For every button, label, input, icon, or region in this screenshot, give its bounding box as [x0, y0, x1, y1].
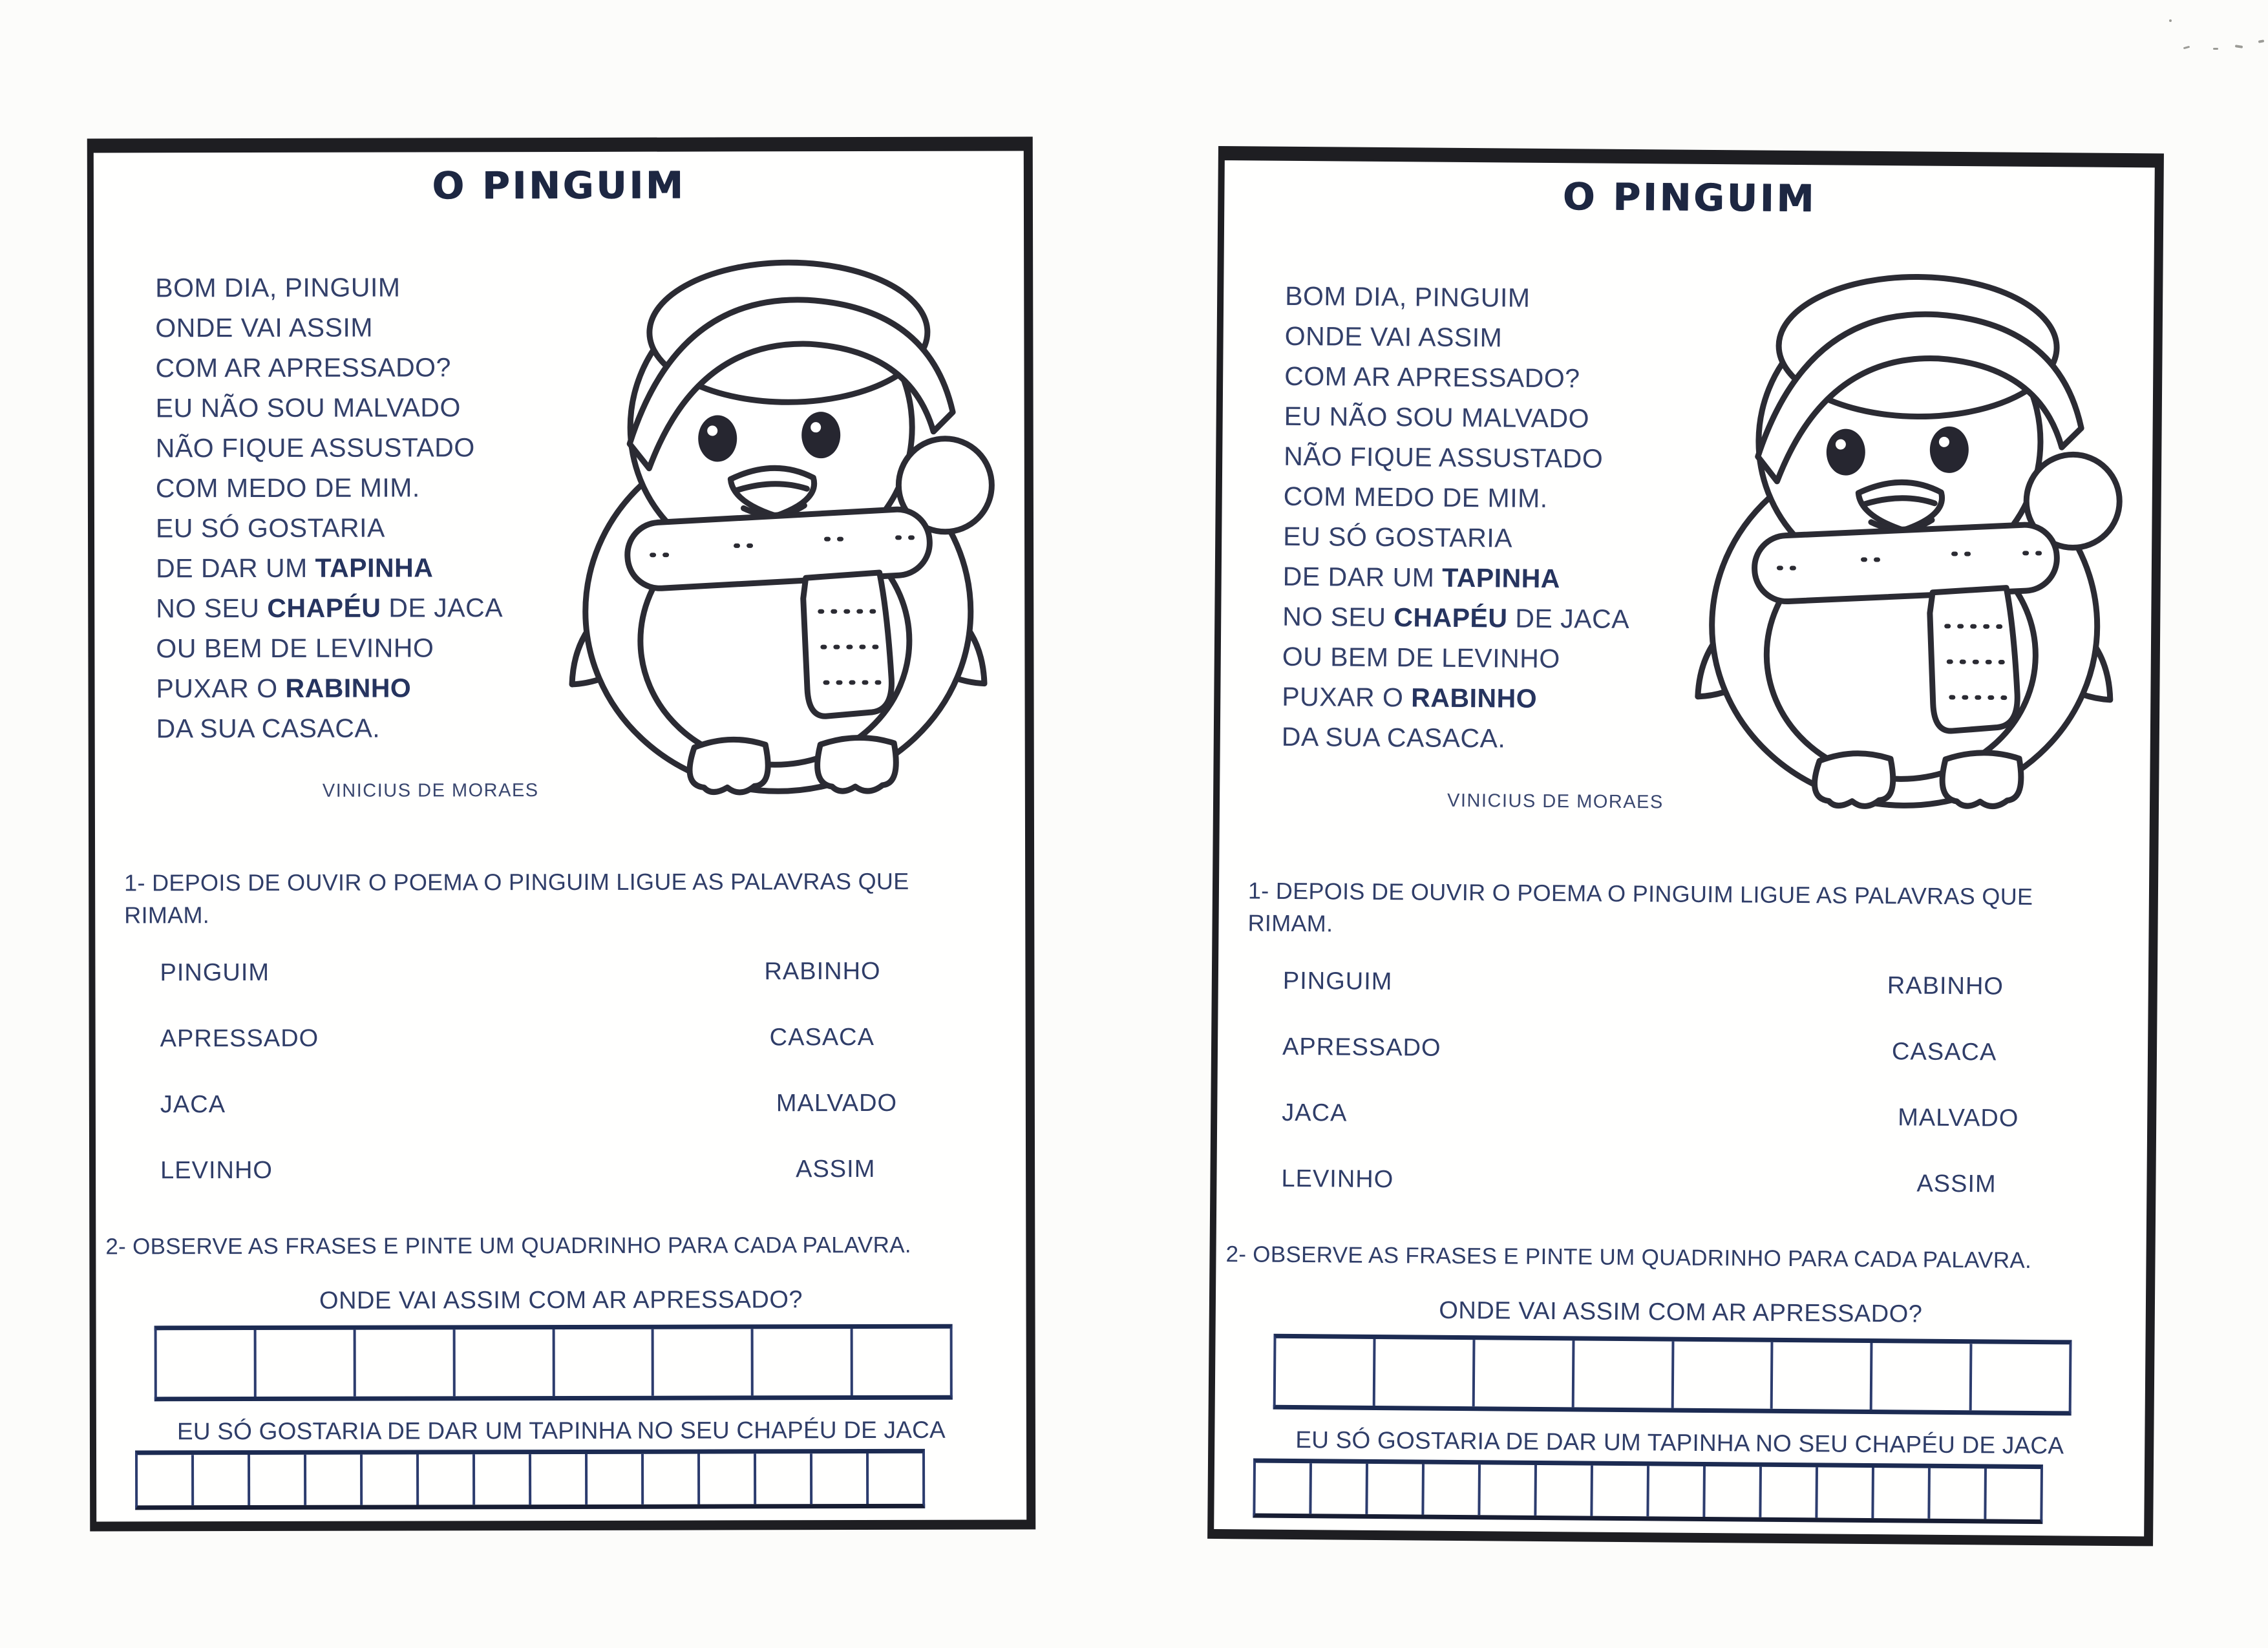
poem-line: COM MEDO DE MIM.	[155, 472, 420, 503]
word-count-box	[256, 1330, 355, 1397]
exercise2-sentence-1: ONDE VAI ASSIM COM AR APRESSADO?	[319, 1286, 803, 1315]
poem-line: EU NÃO SOU MALVADO	[1284, 401, 1590, 434]
poem-line: PUXAR O RABINHO	[1282, 681, 1538, 713]
word-count-box	[1874, 1468, 1931, 1519]
poem-line: NO SEU CHAPÉU DE JACA	[1282, 601, 1630, 635]
word-count-box	[1818, 1467, 1874, 1518]
word-count-box	[1593, 1466, 1649, 1517]
rhyme-word: MALVADO	[1898, 1104, 2019, 1132]
word-count-box	[869, 1453, 922, 1504]
penguin-left-eye	[1827, 428, 1866, 475]
scan-speck	[2183, 46, 2190, 49]
word-count-box	[1872, 1343, 1973, 1410]
word-count-box	[194, 1455, 250, 1505]
poem	[155, 267, 503, 748]
exercise2-sentence-2: EU SÓ GOSTARIA DE DAR UM TAPINHA NO SEU CHAPÉU DE JACA	[176, 1416, 946, 1445]
scan-speck	[2258, 39, 2265, 43]
word-count-box	[1930, 1468, 1987, 1519]
rhyme-word: CASACA	[769, 1023, 874, 1051]
word-count-box	[531, 1454, 588, 1505]
word-count-box	[555, 1329, 654, 1396]
word-count-box	[1972, 1344, 2070, 1411]
rhyme-words-left-column	[1281, 967, 1442, 1232]
page-title: O PINGUIM	[432, 163, 686, 208]
word-count-box	[475, 1454, 531, 1505]
poem-line: NÃO FIQUE ASSUSTADO	[155, 432, 475, 463]
poem-line: EU SÓ GOSTARIA	[1283, 521, 1513, 553]
poem-line: EU NÃO SOU MALVADO	[155, 392, 461, 423]
exercise2-sentence-2: EU SÓ GOSTARIA DE DAR UM TAPINHA NO SEU CHAPÉU DE JACA	[1295, 1426, 2064, 1459]
word-count-box	[654, 1329, 754, 1395]
word-count-box	[1375, 1339, 1476, 1406]
word-count-box	[1574, 1340, 1674, 1408]
poem-line: PUXAR O RABINHO	[156, 673, 412, 704]
poem-line: BOM DIA, PINGUIM	[155, 272, 401, 303]
penguin-scarf-end	[1929, 587, 2018, 732]
word-count-box-row-1	[1273, 1334, 2072, 1416]
poem-line: DE DAR UM TAPINHA	[1282, 561, 1561, 594]
poem-line: NÃO FIQUE ASSUSTADO	[1284, 441, 1604, 474]
poem-line: OU BEM DE LEVINHO	[156, 633, 434, 664]
poem-line: DA SUA CASACA.	[1281, 721, 1506, 754]
word-count-box	[455, 1329, 555, 1396]
rhyme-word: CASACA	[1891, 1038, 1997, 1066]
worksheet-panel-right	[1207, 146, 2164, 1546]
word-count-box	[1705, 1466, 1762, 1517]
word-count-box	[138, 1455, 194, 1505]
penguin-drawing	[546, 224, 1010, 799]
page-title: O PINGUIM	[1562, 174, 1817, 221]
rhyme-words-right-column	[764, 958, 897, 1221]
exercise2-sentence-1: ONDE VAI ASSIM COM AR APRESSADO?	[1439, 1296, 1923, 1328]
word-count-box	[644, 1454, 700, 1505]
word-count-box	[1424, 1464, 1481, 1516]
poem-line: EU SÓ GOSTARIA	[155, 512, 385, 544]
word-count-box	[756, 1453, 812, 1504]
word-count-box	[754, 1329, 853, 1395]
word-count-box	[1986, 1468, 2040, 1519]
rhyme-word: MALVADO	[776, 1089, 898, 1117]
rhyme-word: ASSIM	[796, 1155, 876, 1183]
penguin-right-eye	[1930, 427, 1969, 473]
rhyme-word: APRESSADO	[160, 1024, 319, 1053]
word-count-box	[1368, 1464, 1425, 1515]
word-count-box	[419, 1454, 475, 1505]
penguin-left-eye-glint	[707, 425, 717, 436]
word-count-box-row-2	[1253, 1458, 2043, 1524]
penguin-left-eye-glint	[1836, 439, 1846, 450]
penguin-right-eye	[801, 412, 840, 458]
penguin-drawing	[1672, 237, 2139, 816]
word-count-box	[1773, 1342, 1873, 1410]
penguin-illustration	[1672, 237, 2139, 816]
word-count-box	[812, 1453, 869, 1504]
word-count-box	[306, 1455, 363, 1505]
scan-speck	[2213, 48, 2218, 50]
rhyme-word: RABINHO	[1887, 972, 2004, 1000]
word-count-box	[700, 1453, 756, 1504]
poem-author: VINICIUS DE MORAES	[322, 780, 539, 801]
word-count-box	[1649, 1466, 1706, 1517]
rhyme-word: PINGUIM	[1282, 967, 1393, 996]
word-count-box	[1311, 1463, 1368, 1514]
poem-line: ONDE VAI ASSIM	[1284, 321, 1503, 353]
word-count-box	[1673, 1342, 1774, 1409]
word-count-box	[1255, 1463, 1312, 1514]
penguin-right-eye-glint	[1939, 437, 1949, 447]
penguin-left-eye	[698, 415, 737, 461]
rhyme-word: JACA	[1282, 1099, 1348, 1127]
penguin-right-eye-glint	[811, 422, 821, 432]
poem-line: ONDE VAI ASSIM	[155, 312, 374, 343]
rhyme-word: RABINHO	[764, 957, 881, 986]
poem-line: NO SEU CHAPÉU DE JACA	[156, 593, 503, 624]
word-count-box	[157, 1330, 257, 1397]
penguin-right-foot	[818, 737, 896, 791]
penguin-left-foot	[1814, 753, 1893, 807]
word-count-box	[355, 1329, 455, 1396]
word-count-box	[853, 1329, 950, 1395]
penguin-scarf-end	[803, 573, 892, 716]
word-count-box-row-1	[154, 1324, 953, 1402]
word-count-box	[588, 1454, 644, 1505]
poem-line: COM AR APRESSADO?	[155, 352, 451, 383]
poem-line: DE DAR UM TAPINHA	[156, 553, 434, 584]
penguin-right-foot	[1942, 752, 2021, 807]
penguin-left-foot	[690, 739, 768, 792]
exercise1-instruction: 1- DEPOIS DE OUVIR O POEMA O PINGUIM LIGUE AS PALAVRAS QUE RIMAM.	[124, 867, 909, 929]
poem-line: BOM DIA, PINGUIM	[1285, 280, 1531, 313]
poem-line: COM AR APRESSADO?	[1284, 361, 1580, 394]
rhyme-word: APRESSADO	[1282, 1033, 1441, 1062]
rhyme-words-right-column	[1885, 972, 2020, 1237]
poem-line: DA SUA CASACA.	[156, 713, 381, 744]
penguin-scarf-band	[626, 508, 931, 590]
word-count-box-row-2	[135, 1449, 925, 1510]
word-count-box	[1480, 1464, 1537, 1516]
word-count-box	[1474, 1340, 1574, 1407]
exercise2-instruction: 2- OBSERVE AS FRASES E PINTE UM QUADRINHO PARA CADA PALAVRA.	[1225, 1241, 2032, 1273]
rhyme-word: LEVINHO	[160, 1156, 273, 1185]
penguin-illustration	[546, 224, 1010, 799]
exercise1-instruction: 1- DEPOIS DE OUVIR O POEMA O PINGUIM LIGUE AS PALAVRAS QUE RIMAM.	[1247, 877, 2033, 937]
word-count-box	[1536, 1465, 1593, 1516]
poem-line: COM MEDO DE MIM.	[1283, 481, 1548, 514]
poem-line: OU BEM DE LEVINHO	[1282, 641, 1560, 674]
poem	[1282, 276, 1633, 759]
scan-speck	[2235, 45, 2243, 48]
rhyme-word: LEVINHO	[1281, 1165, 1394, 1194]
word-count-box	[1276, 1338, 1376, 1406]
worksheet-panel-left	[87, 136, 1036, 1531]
rhyme-word: PINGUIM	[160, 958, 270, 987]
word-count-box	[250, 1455, 306, 1505]
exercise2-instruction: 2- OBSERVE AS FRASES E PINTE UM QUADRINHO PARA CADA PALAVRA.	[105, 1232, 911, 1260]
penguin-scarf-band	[1753, 523, 2058, 603]
rhyme-word: JACA	[160, 1091, 226, 1119]
word-count-box	[1761, 1467, 1818, 1518]
rhyme-word: ASSIM	[1916, 1170, 1997, 1198]
poem-author: VINICIUS DE MORAES	[1447, 790, 1664, 813]
scan-speck	[2169, 19, 2172, 22]
rhyme-words-left-column	[160, 959, 319, 1223]
word-count-box	[363, 1454, 419, 1505]
